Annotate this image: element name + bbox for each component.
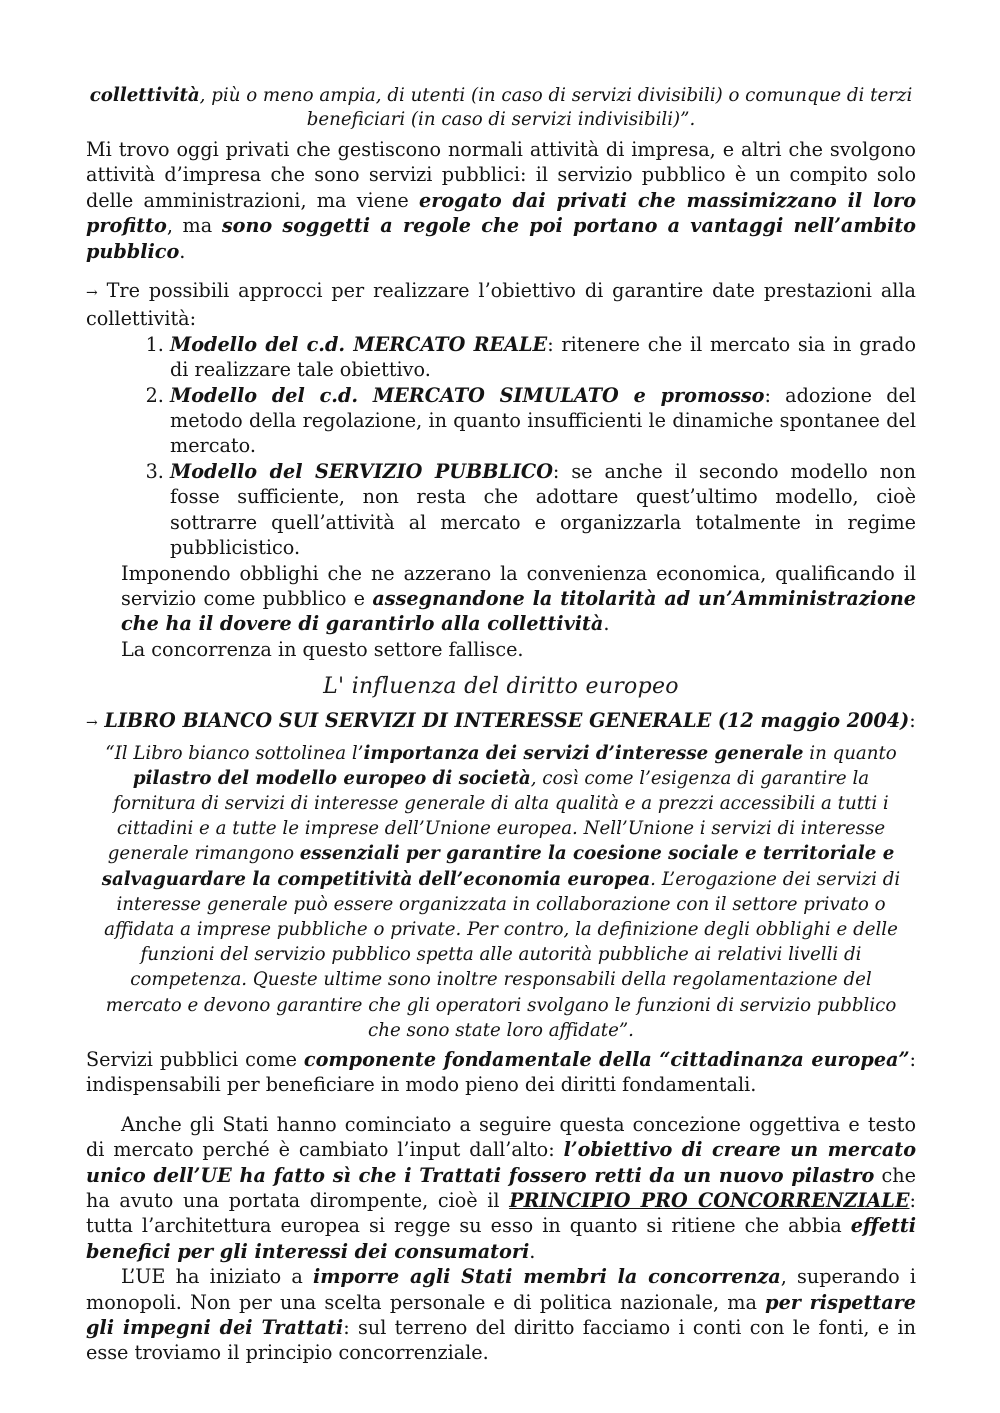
emphasis: effetti benefici per gli interessi dei consumatori: [86, 1214, 916, 1263]
list-item: 3. Modello del SERVIZIO PUBBLICO: se anche il secondo modello non fosse sufficiente, non resta che adottare quest’ultimo modello, cioè sottrarre quell’attività al mercato e organizzarla totalmente in regime pubblicistico.: [170, 459, 916, 561]
quote-continuation: [86, 84, 916, 132]
libro-bianco-quote: “Il Libro bianco sottolinea l’importanza dei servizi d’interesse generale in quanto pilastro del modello europeo di società, così come l’esigenza di garantire la fornitura di servizi di interesse generale di alta qualità e a prezzi accessibili a tutti i cittadini e a tutte le imprese dell’Unione europea. Nell’Unione i servizi di interesse generale rimangono essenziali per garantire la coesione sociale e territoriale e salvaguardare la competitività dell’economia europea. L’erogazione dei servizi di interesse generale può essere organizzata in collaborazione con il settore privato o affidata a imprese pubbliche o private. Per contro, la definizione degli obblighi e delle funzioni del servizio pubblico spetta alle autorità pubbliche ai relativi livelli di competenza. Queste ultime sono inoltre responsabili della regolamentazione del mercato e devono garantire che gli operatori svolgano le funzioni di servizio pubblico che sono state loro affidate”.: [101, 742, 901, 1041]
bold-term: collettività: [89, 85, 200, 106]
arrow-icon: →: [86, 715, 98, 732]
paragraph-states: Anche gli Stati hanno cominciato a seguire questa concezione oggettiva e testo di mercato perché è cambiato l’input dall’alto: l’obiettivo di creare un mercato unico dell’UE ha fatto sì che i Trattati fossero retti da un nuovo pilastro che ha avuto una portata dirompente, cioè il PRINCIPIO PRO CONCORRENZIALE: tutta l’architettura europea si regge su esso in quanto si ritiene che abbia effetti benefici per gli interessi dei consumatori.: [86, 1112, 917, 1263]
paragraph-private-operators: Mi trovo oggi privati che gestiscono normali attività di impresa, e altri che svolgono attività d’impresa che sono servizi pubblici: il servizio pubblico è un compito solo delle amministrazioni, ma viene erogato dai privati che massimizzano il loro profitto, ma sono soggetti a regole che poi portano a vantaggi nell’ambito pubblico.: [86, 138, 916, 263]
emphasis: per rispettare gli impegni dei Trattati: [86, 1290, 916, 1340]
paragraph-obligations: Imponendo obblighi che ne azzerano la convenienza economica, qualificando il servizio come pubblico e assegnandone la titolarità ad un’Amministrazione che ha il dovere di garantirlo alla collettività.: [121, 561, 916, 636]
list-item: 2. Modello del c.d. MERCATO SIMULATO e promosso: adozione del metodo della regolazione, in quanto insufficienti le dinamiche spontanee del mercato.: [170, 383, 916, 459]
paragraph-european-citizenship: Servizi pubblici come componente fondamentale della “cittadinanza europea”: indispensabili per beneficiare in modo pieno dei diritti fondamentali.: [86, 1047, 916, 1097]
libro-bianco-title: → LIBRO BIANCO SUI SERVIZI DI INTERESSE GENERALE (12 maggio 2004):: [86, 709, 916, 733]
underlined-principle: PRINCIPIO PRO CONCORRENZIALE: [509, 1189, 910, 1212]
arrow-icon: →: [86, 285, 98, 302]
paragraph-approaches: → Tre possibili approcci per realizzare l’obiettivo di garantire date prestazioni alla collettività:: [86, 279, 916, 331]
emphasis: erogato dai privati che massimizzano il loro profitto: [86, 188, 916, 238]
emphasis: sono soggetti a regole che poi portano a vantaggi nell’ambito pubblico: [86, 214, 916, 263]
paragraph-competition-fails: La concorrenza in questo settore fallisce.: [121, 637, 524, 661]
models-list: [86, 332, 916, 561]
quote-text: , più o meno ampia, di utenti (in caso di servizi divisibili) o comunque di terzi beneficiari (in caso di servizi indivisibili)”.: [199, 85, 913, 130]
section-heading: L' influenza del diritto europeo: [323, 674, 679, 700]
emphasis: assegnandone la titolarità ad un’Amministrazione che ha il dovere di garantirlo alla collettività: [121, 586, 916, 636]
list-item: 1. Modello del c.d. MERCATO REALE: ritenere che il mercato sia in grado di realizzare tale obiettivo.: [170, 332, 916, 383]
emphasis: imporre agli Stati membri la concorrenza: [312, 1265, 781, 1289]
paragraph-eu: L’UE ha iniziato a imporre agli Stati membri la concorrenza, superando i monopoli. Non per una scelta personale e di politica nazionale, ma per rispettare gli impegni dei Trattati: sul terreno del diritto facciamo i conti con le fonti, e in esse troviamo il principio concorrenziale.: [86, 1265, 916, 1365]
emphasis: componente fondamentale della “cittadinanza europea”: [303, 1047, 910, 1071]
emphasis: l’obiettivo di creare un mercato unico dell’UE ha fatto sì che i Trattati fossero retti da un nuovo pilastro: [86, 1138, 916, 1187]
